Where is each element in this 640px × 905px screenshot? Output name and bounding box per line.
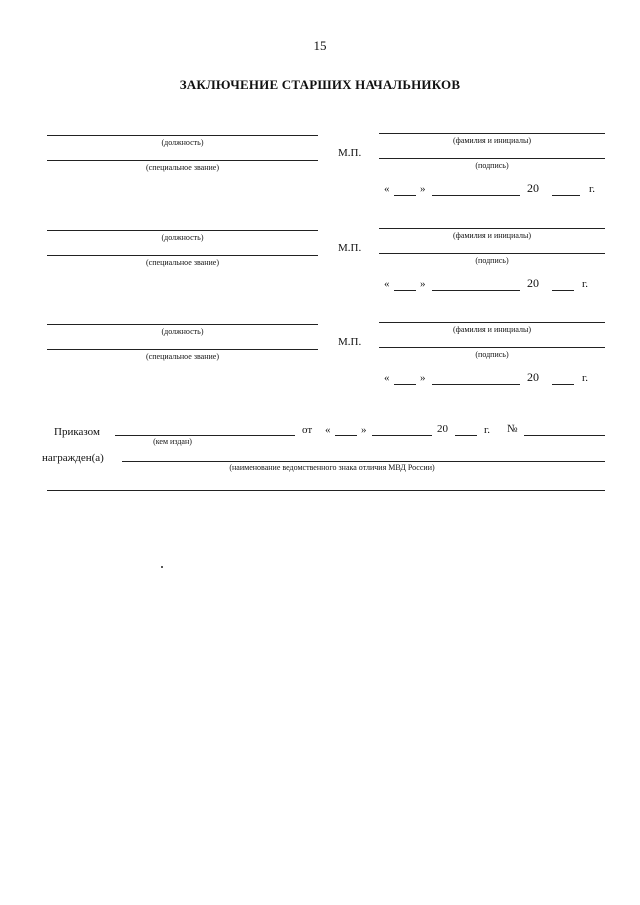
rank-caption: (специальное звание) — [146, 352, 219, 361]
order-number-sign: № — [507, 423, 518, 435]
award-continuation-line[interactable] — [47, 490, 605, 491]
stamp-label: М.П. — [338, 147, 362, 159]
issued-by-caption: (кем издан) — [153, 437, 192, 446]
order-from-label: от — [302, 424, 313, 436]
award-line[interactable] — [122, 461, 605, 462]
signature-line[interactable] — [379, 347, 605, 348]
order-close-quote: » — [361, 424, 367, 436]
stamp-label: М.П. — [338, 242, 362, 254]
signature-caption: (подпись) — [475, 256, 509, 265]
signature-caption: (подпись) — [475, 350, 509, 359]
order-label: Приказом — [54, 426, 100, 438]
order-month-line[interactable] — [372, 435, 432, 436]
order-year-suffix: г. — [484, 424, 491, 436]
year-prefix: 20 — [527, 370, 539, 384]
signature-block-2 — [0, 95, 640, 290]
signature-caption: (подпись) — [475, 161, 509, 170]
position-caption: (должность) — [161, 233, 204, 242]
year-suffix: г. — [582, 372, 589, 384]
name-caption: (фамилия и инициалы) — [452, 325, 532, 334]
year-prefix: 20 — [527, 181, 539, 195]
position-caption: (должность) — [161, 138, 204, 147]
date-open-quote: « — [384, 278, 390, 290]
name-caption: (фамилия и инициалы) — [452, 136, 532, 145]
year-prefix: 20 — [527, 276, 539, 290]
scan-dot — [161, 566, 163, 568]
page-number: 15 — [313, 38, 327, 53]
date-close-quote: » — [420, 278, 426, 290]
year-line[interactable] — [552, 384, 574, 385]
rank-caption: (специальное звание) — [146, 258, 219, 267]
stamp-label: М.П. — [338, 336, 362, 348]
order-year-prefix: 20 — [437, 423, 448, 435]
month-line[interactable] — [432, 384, 520, 385]
order-number-line[interactable] — [524, 435, 605, 436]
name-caption: (фамилия и инициалы) — [452, 231, 532, 240]
year-suffix: г. — [582, 278, 589, 290]
order-day-line[interactable] — [335, 435, 357, 436]
issued-by-line[interactable] — [115, 435, 295, 436]
year-suffix: г. — [589, 183, 596, 195]
award-label: награжден(а) — [42, 452, 104, 464]
position-caption: (должность) — [161, 327, 204, 336]
year-line[interactable] — [552, 290, 574, 291]
order-year-line[interactable] — [455, 435, 477, 436]
date-close-quote: » — [420, 372, 426, 384]
position-line[interactable] — [47, 324, 318, 325]
rank-line[interactable] — [47, 349, 318, 350]
date-close-quote: » — [420, 183, 426, 195]
signature-block-3 — [0, 189, 640, 384]
month-line[interactable] — [432, 290, 520, 291]
date-open-quote: « — [384, 372, 390, 384]
award-caption: (наименование ведомственного знака отличия МВД России) — [229, 463, 435, 472]
page-title: ЗАКЛЮЧЕНИЕ СТАРШИХ НАЧАЛЬНИКОВ — [179, 77, 461, 92]
name-line[interactable] — [379, 322, 605, 323]
date-open-quote: « — [384, 183, 390, 195]
order-open-quote: « — [325, 424, 331, 436]
day-line[interactable] — [394, 290, 416, 291]
rank-caption: (специальное звание) — [146, 163, 219, 172]
day-line[interactable] — [394, 384, 416, 385]
signature-block-1 — [0, 0, 640, 195]
